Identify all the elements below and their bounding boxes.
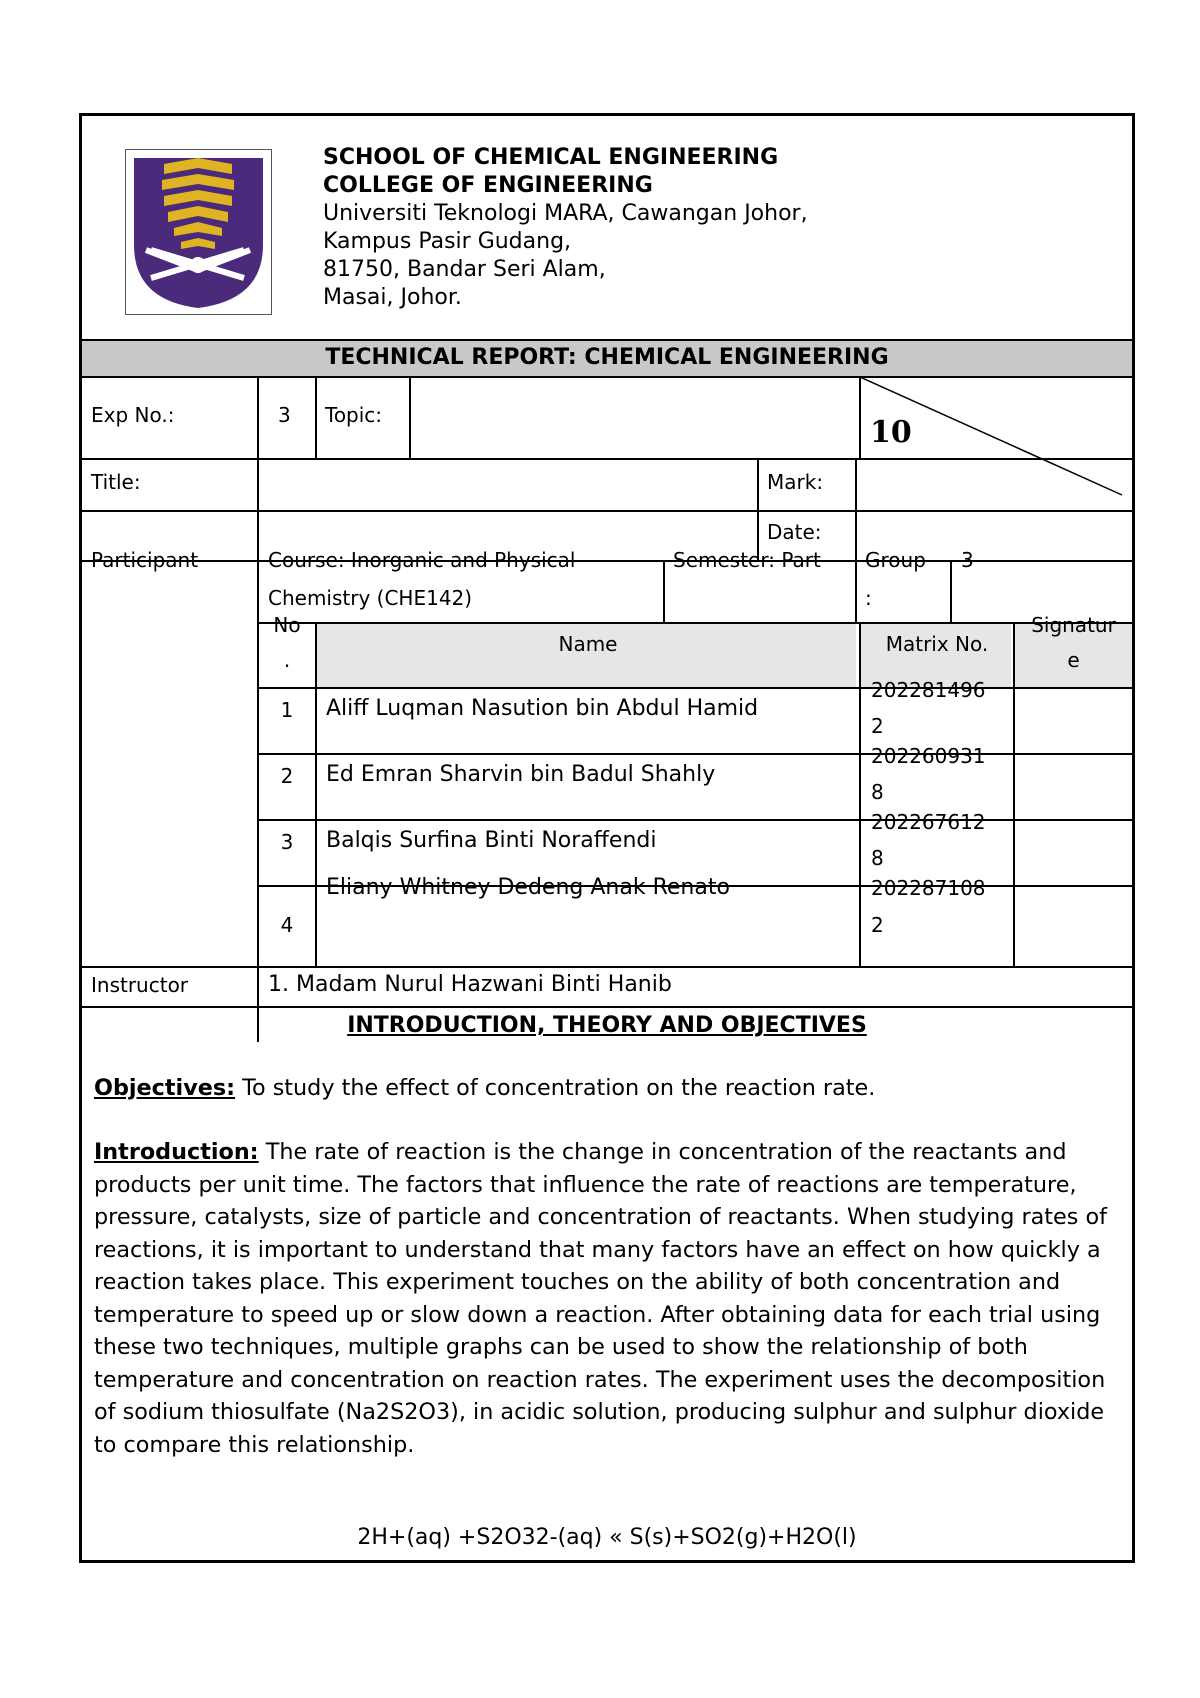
school-name: SCHOOL OF CHEMICAL ENGINEERING — [323, 145, 779, 170]
table-row-no: 1 — [280, 698, 294, 722]
table-row-name: Balqis Surfina Binti Noraffendi — [326, 828, 657, 853]
address-line-2: Kampus Pasir Gudang, — [323, 229, 572, 254]
header-matrix: Matrix No. — [885, 632, 989, 656]
title-label: Title: — [91, 470, 141, 494]
table-row-matrix: 202260931 — [871, 744, 986, 768]
table-row-matrix-cont: 2 — [871, 913, 884, 937]
header-signature-e: e — [1067, 648, 1080, 672]
uitm-logo — [125, 149, 272, 315]
date-label: Date: — [767, 520, 822, 544]
address-line-3: 81750, Bandar Seri Alam, — [323, 257, 606, 282]
table-row-no: 3 — [280, 830, 294, 854]
report-title: TECHNICAL REPORT: CHEMICAL ENGINEERING — [325, 345, 889, 370]
introduction-label: Introduction: — [94, 1139, 259, 1165]
report-frame — [79, 113, 1135, 1563]
group-label-colon: : — [865, 586, 872, 610]
total-marks: 10 — [870, 415, 912, 450]
header-signature: Signatur — [1031, 613, 1116, 637]
semester-label: Semester: Part — [673, 548, 821, 572]
course-line-1: Course: Inorganic and Physical — [268, 548, 576, 572]
table-row-matrix-cont: 8 — [871, 780, 884, 804]
header-name: Name — [558, 632, 618, 656]
reaction-equation: 2H+(aq) +S2O32-(aq) « S(s)+SO2(g)+H2O(l) — [357, 1525, 857, 1550]
objectives-label: Objectives: — [94, 1075, 236, 1101]
table-row-matrix: 202281496 — [871, 678, 986, 702]
address-line-4: Masai, Johor. — [323, 285, 462, 310]
course-line-2: Chemistry (CHE142) — [268, 586, 473, 610]
participant-label: Participant — [91, 548, 199, 572]
uitm-logo-graphic — [126, 150, 271, 314]
table-row-name: Aliff Luqman Nasution bin Abdul Hamid — [326, 696, 759, 721]
college-name: COLLEGE OF ENGINEERING — [323, 173, 653, 198]
group-value: 3 — [961, 548, 974, 572]
mark-label: Mark: — [767, 470, 824, 494]
table-row-no: 2 — [280, 764, 294, 788]
table-row-matrix-cont: 8 — [871, 846, 884, 870]
exp-no-value: 3 — [278, 403, 291, 427]
introduction-text: The rate of reaction is the change in concentration of the reactants and products per unit time. The factors that influence the rate of reactions are temperature, pressure, catalysts, size of particle and concentration of reactants. When studying rates of reactions, it is important to understand that many factors have an effect on how quickly a reaction takes place. This experiment touches on the ability of both concentration and temperature to speed up or slow down a reaction. After obtaining data for each trial using these two techniques, multiple graphs can be used to show the relationship of both temperature and concentration on reaction rates. The experiment uses the decomposition of sodium thiosulfate (Na2S2O3), in acidic solution, producing sulphur and sulphur dioxide to compare this relationship. — [94, 1139, 1107, 1458]
introduction-paragraph — [94, 1136, 1119, 1461]
instructor-name: 1. Madam Nurul Hazwani Binti Hanib — [268, 972, 672, 997]
objectives-text: To study the effect of concentration on the reaction rate. — [235, 1075, 876, 1101]
group-label: Group — [865, 548, 926, 572]
section-heading: INTRODUCTION, THEORY AND OBJECTIVES — [347, 1013, 867, 1038]
instructor-label: Instructor — [91, 973, 189, 997]
table-row-name: Ed Emran Sharvin bin Badul Shahly — [326, 762, 716, 787]
table-row-no: 4 — [280, 913, 294, 937]
table-row-matrix: 202287108 — [871, 876, 986, 900]
objectives-paragraph — [94, 1074, 875, 1102]
header-no: No — [273, 613, 301, 637]
table-row-name: Eliany Whitney Dedeng Anak Renato — [326, 875, 730, 900]
header-no-dot: . — [283, 648, 291, 672]
address-line-1: Universiti Teknologi MARA, Cawangan Johor, — [323, 201, 808, 226]
exp-no-label: Exp No.: — [91, 403, 175, 427]
topic-label: Topic: — [325, 403, 383, 427]
table-row-matrix-cont: 2 — [871, 714, 884, 738]
table-row-matrix: 202267612 — [871, 810, 986, 834]
